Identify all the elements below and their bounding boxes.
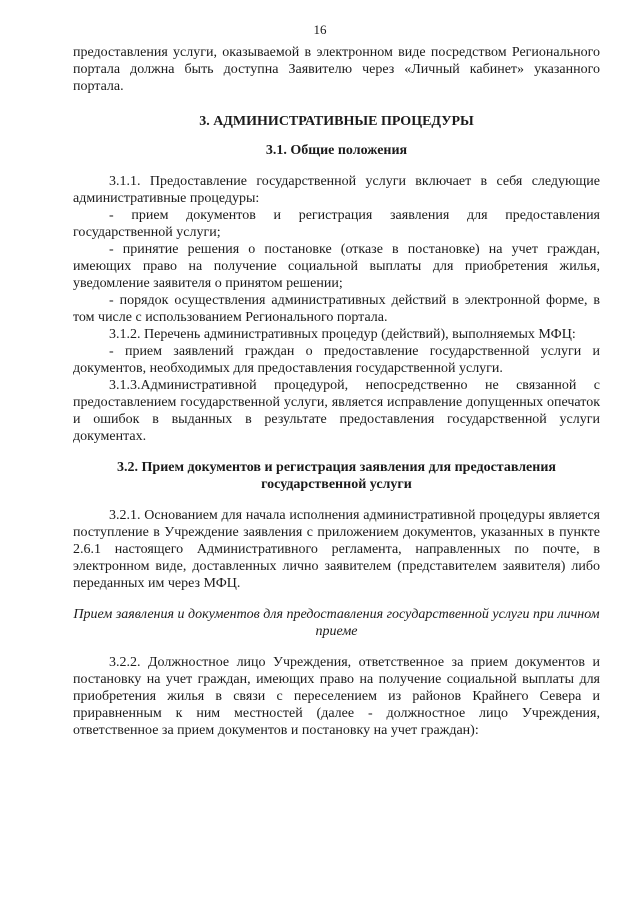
paragraph-3-1-3: 3.1.3.Административной процедурой, непосредственно не связанной с предоставлением государственной услуги, является исправление допущенных опечаток и ошибок в выданных в результате предоставления государственной услуги документах. bbox=[73, 378, 600, 444]
paragraph-3-2-2: 3.2.2. Должностное лицо Учреждения, ответственное за прием документов и постановку на учет граждан, имеющих право на получение социальной выплаты для приобретения жилья в связи с переселением из районов Крайнего Севера и приравненным к ним местностей (далее - должностное лицо Учреждения, ответственное за прием документов и постановку на учет граждан): bbox=[73, 655, 600, 738]
paragraph-3-1-1: 3.1.1. Предоставление государственной услуги включает в себя следующие административные процедуры: bbox=[73, 174, 600, 206]
paragraph-3-2-1: 3.2.1. Основанием для начала исполнения административной процедуры является поступление в Учреждение заявления с приложением документов, указанных в пункте 2.6.1 настоящего Административного регламента, направленных по почте, в электронном виде, доставленных лично заявителем (представителем заявителя) либо переданных им через МФЦ. bbox=[73, 508, 600, 591]
document-body bbox=[73, 44, 600, 739]
subsection-3-2-title: 3.2. Прием документов и регистрация заявления для предоставления государственной услуги bbox=[117, 460, 556, 492]
list-item: - прием заявлений граждан о предоставление государственной услуги и документов, необходимых для предоставления государственной услуги. bbox=[73, 344, 600, 376]
paragraph-3-1-2: 3.1.2. Перечень административных процедур (действий), выполняемых МФЦ: bbox=[109, 327, 576, 342]
list-item: - порядок осуществления административных действий в электронной форме, в том числе с использованием Регионального портала. bbox=[73, 293, 600, 325]
page-number: 16 bbox=[313, 22, 327, 37]
list-item: - прием документов и регистрация заявления для предоставления государственной услуги; bbox=[73, 208, 600, 240]
subsection-3-1-title: 3.1. Общие положения bbox=[265, 143, 408, 158]
section-title: 3. АДМИНИСТРАТИВНЫЕ ПРОЦЕДУРЫ bbox=[199, 114, 474, 129]
list-item: - принятие решения о постановке (отказе в постановке) на учет граждан, имеющих право на получение социальной выплаты для приобретения жилья, уведомление заявителя о принятом решении; bbox=[73, 242, 600, 291]
intro-paragraph: предоставления услуги, оказываемой в электронном виде посредством Регионального портала должна быть доступна Заявителю через «Личный кабинет» указанного портала. bbox=[73, 45, 600, 94]
italic-subheading: Прием заявления и документов для предоставления государственной услуги при личном приеме bbox=[73, 607, 600, 639]
